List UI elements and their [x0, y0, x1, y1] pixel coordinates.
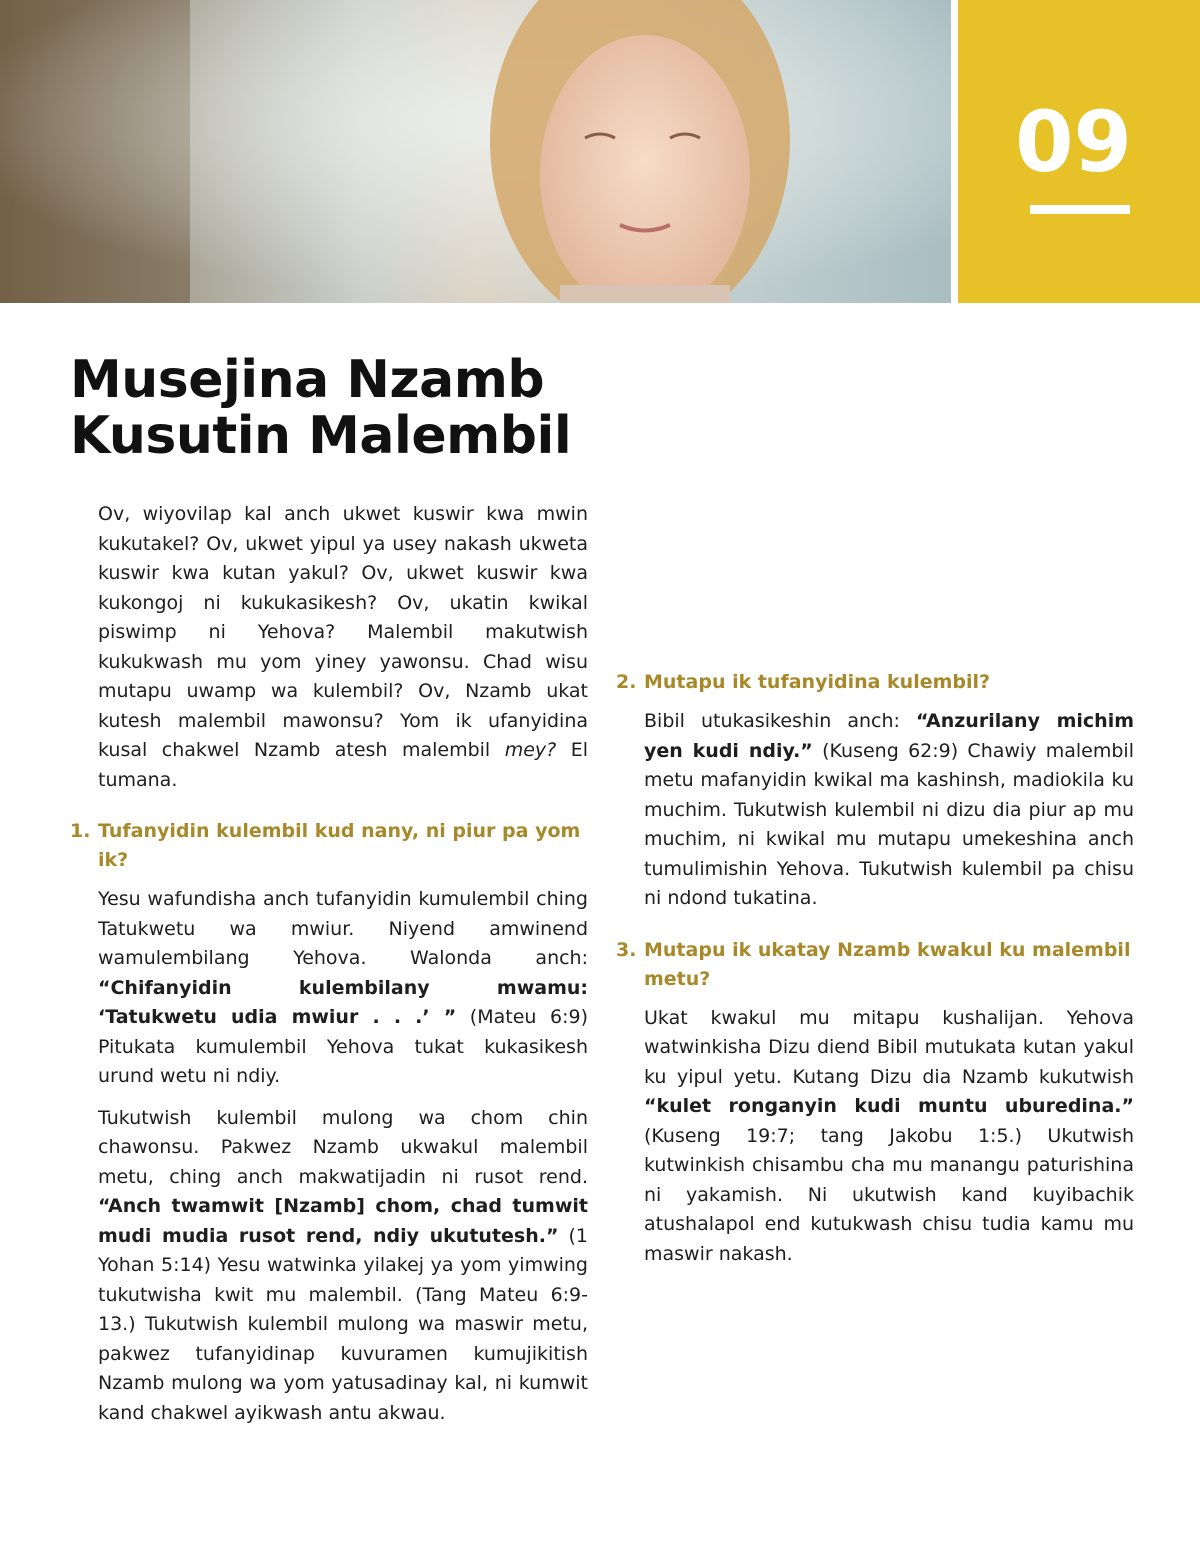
intro-paragraph: Ov, wiyovilap kal anch ukwet kuswir kwa mwin kukutakel? Ov, ukwet yipul ya usey nakash ukweta kuswir kwa kutan yakul? Ov, ukwet kuswir kwa kukongoj ni kukukasikesh? Ov, ukatin kwikal piswimp ni Yehova? Malembil makutwish kukukwash mu yom yiney yawonsu. Chad wisu mutapu uwamp wa kulembil? Ov, Nzamb ukat kutesh malembil mawonsu? Yom ik ufanyidina kusal chakwel Nzamb atesh malembil mey? El tumana. — [98, 503, 588, 791]
woman-praying-photo — [0, 0, 951, 303]
badge-underline — [1030, 205, 1130, 214]
question-1-paragraph-1: Yesu wafundisha anch tufanyidin kumulembil ching Tatukwetu wa mwiur. Niyend amwinend wamulembilang Yehova. Walonda anch: “Chifanyidin kulembilany mwamu: ‘Tatukwetu udia mwiur . . .’ ” (Mateu 6:9) Pitukata kumulembil Yehova tukat kukasikesh urund wetu ni ndiy. — [98, 888, 588, 1087]
left-column — [70, 500, 588, 1440]
lesson-badge — [958, 0, 1200, 303]
question-1-heading: 1. Tufanyidin kulembil kud nany, ni piur pa yom ik? — [70, 820, 581, 871]
question-1-paragraph-2: Tukutwish kulembil mulong wa chom chin chawonsu. Pakwez Nzamb ukwakul malembil metu, ching anch makwatijadin ni rusot rend. “Anch twamwit [Nzamb] chom, chad tumwit mudi mudia rusot rend, ndiy ukututesh.” (1 Yohan 5:14) Yesu watwinka yilakej ya yom yimwing tukutwisha kwit mu malembil. (Tang Mateu 6:9-13.) Tukutwish kulembil mulong wa maswir metu, pakwez tufanyidinap kuvuramen kumujikitish Nzamb mulong wa yom yatusadinay kal, ni kumwit kand chakwel ayikwash antu akwau. — [98, 1106, 588, 1424]
question-2-heading: 2. Mutapu ik tufanyidina kulembil? — [616, 671, 991, 693]
question-3-paragraph: Ukat kwakul mu mitapu kushalijan. Yehova watwinkisha Dizu diend Bibil mutukata kutan yakul ku yipul yetu. Kutang Dizu dia Nzamb kukutwish “kulet ronganyin kudi muntu uburedina.” (Kuseng 19:7; tang Jakobu 1:5.) Ukutwish kutwinkish chisambu cha mu manangu paturishina ni yakamish. Ni ukutwish kand kuyibachik atushalapol end kutukwash chisu tudia kamu mu maswir nakash. — [644, 1006, 1134, 1265]
scripture-quote: “kulet ronganyin kudi muntu uburedina.” — [644, 1095, 1134, 1117]
question-3-heading: 3. Mutapu ik ukatay Nzamb kwakul ku malembil metu? — [616, 938, 1131, 990]
hero-photo — [0, 0, 951, 303]
page-title — [70, 352, 571, 464]
scripture-quote: “Anch twamwit [Nzamb] chom, chad tumwit mudi mudia rusot rend, ndiy ukututesh.” — [98, 1195, 588, 1247]
intro-emphasis: mey? — [504, 739, 557, 761]
scripture-quote: “Anzurilany michim yen kudi ndiy.” — [644, 710, 1135, 762]
title-line-2: Kusutin Malembil — [70, 406, 572, 466]
right-column — [616, 500, 1135, 1281]
title-line-1: Musejina Nzamb — [70, 350, 545, 410]
lesson-number: 09 — [1015, 93, 1132, 191]
question-2-paragraph: Bibil utukasikeshin anch: “Anzurilany michim yen kudi ndiy.” (Kuseng 62:9) Chawiy malembil metu mafanyidin kwikal ma kashinsh, madiokila ku muchim. Tukutwish kulembil ni dizu dia piur ap mu muchim, ni kwikal mu mutapu umekeshina anch tumulimishin Yehova. Tukutwish kulembil pa chisu ni ndond tukatina. — [644, 710, 1135, 909]
scripture-quote: “Chifanyidin kulembilany mwamu: ‘Tatukwetu udia mwiur . . .’ ” — [98, 976, 588, 1028]
